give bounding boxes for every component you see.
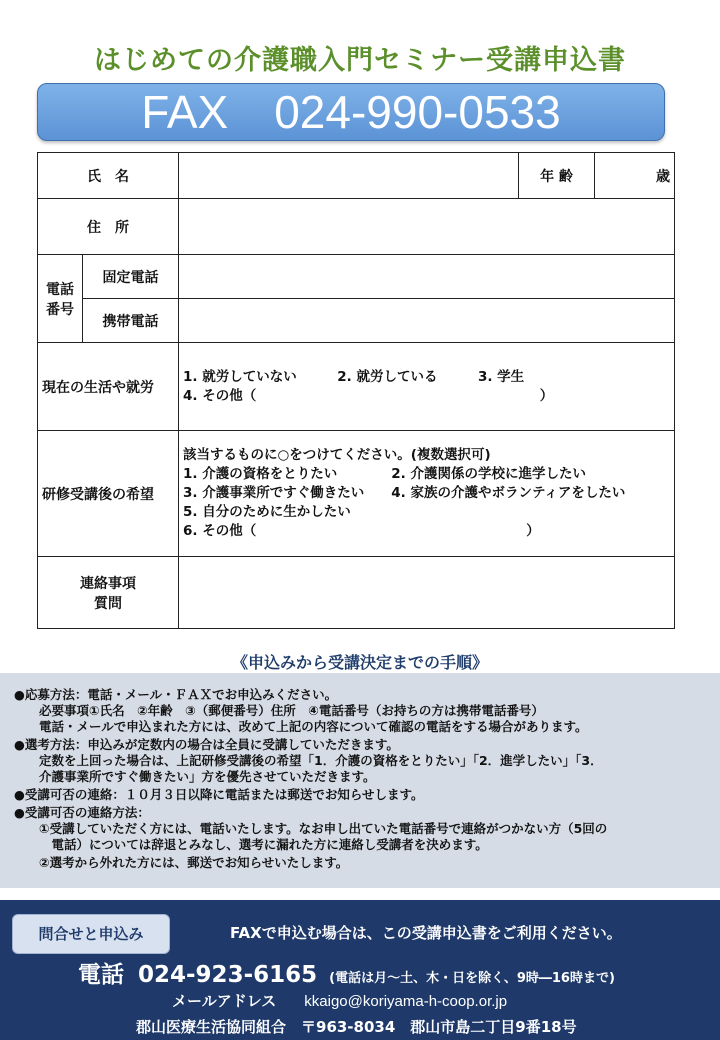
age-label: 年 齢 — [519, 153, 595, 199]
organization: 郡山医療生活協同組合 〒963-8034 郡山市島二丁目9番18号 — [136, 1018, 577, 1036]
procedure-line: 必要事項①氏名 ②年齢 ③（郵便番号）住所 ④電話番号（お持ちの方は携帯電話番号） — [14, 703, 544, 718]
fax-banner: FAX 024-990-0533 — [37, 83, 665, 141]
age-unit: 歳 — [656, 168, 670, 185]
procedure-line: ●選考方法：申込みが定数内の場合は全員に受講していただきます。 — [14, 737, 399, 752]
tel-label: 電話 — [78, 962, 124, 988]
procedure-line: ●応募方法：電話・メール・ＦＡＸでお申込みください。 — [14, 687, 338, 702]
tel-line — [78, 956, 615, 989]
status-label: 現在の生活や就労 — [38, 343, 179, 431]
row-hope — [38, 431, 675, 557]
mobile-label: 携帯電話 — [83, 299, 179, 343]
row-address — [38, 199, 675, 255]
row-name — [38, 153, 675, 199]
phone-group-label — [38, 255, 83, 343]
mail-line — [172, 990, 507, 1011]
status-option-line: 4. その他（ ） — [183, 387, 554, 404]
notes-label — [38, 557, 179, 629]
procedure-section — [0, 673, 720, 888]
row-landline — [38, 255, 675, 299]
procedure-line: ●受講可否の連絡：１０月３日以降に電話または郵送でお知らせします。 — [14, 787, 424, 802]
procedure-line: ●受講可否の連絡方法： — [14, 805, 150, 820]
landline-input[interactable] — [179, 255, 675, 299]
procedure-line: 介護事業所ですぐ働きたい」方を優先させていただきます。 — [14, 769, 376, 784]
procedure-line: ②選考から外れた方には、郵送でお知らせいたします。 — [14, 855, 349, 870]
fax-note: FAXで申込む場合は、この受講申込書をご利用ください。 — [230, 924, 622, 942]
procedure-line: ①受講していただく方には、電話いたします。なお申し出ていた電話番号で連絡がつかない方（5回の — [14, 821, 608, 836]
status-option-line: 1. 就労していない 2. 就労している 3. 学生 — [183, 368, 525, 385]
name-input[interactable] — [179, 153, 519, 199]
row-status — [38, 343, 675, 431]
mobile-input[interactable] — [179, 299, 675, 343]
hope-option-line: 3. 介護事業所ですぐ働きたい 4. 家族の介護やボランティアをしたい — [183, 485, 626, 501]
hope-option-line: 5. 自分のために生かしたい — [183, 504, 351, 520]
name-label: 氏 名 — [38, 153, 179, 199]
phone-group-label-2: 番号 — [46, 301, 74, 318]
tel-hours: (電話は月～土、木・日を除く、9時―16時まで) — [329, 971, 615, 986]
contact-button[interactable]: 問合せと申込み — [12, 914, 170, 954]
phone-group-label-1: 電話 — [46, 281, 74, 298]
page-title: はじめての介護職入門セミナー受講申込書 — [94, 45, 626, 76]
procedure-line: 電話）については辞退とみなし、選考に漏れた方に連絡し受講者を決めます。 — [14, 837, 488, 852]
notes-input[interactable] — [179, 557, 675, 629]
hope-option-line: 該当するものに○をつけてください。(複数選択可) — [183, 447, 491, 463]
notes-label-2: 質問 — [94, 595, 122, 612]
address-input[interactable] — [179, 199, 675, 255]
status-options[interactable] — [179, 343, 675, 431]
tel-number[interactable]: 024-923-6165 — [138, 962, 318, 988]
mail-address[interactable]: kkaigo@koriyama-h-coop.or.jp — [304, 993, 508, 1010]
procedure-line: 定数を上回った場合は、上記研修受講後の希望「1．介護の資格をとりたい」「2．進学したい」「3． — [14, 753, 603, 768]
hope-options[interactable] — [179, 431, 675, 557]
row-notes — [38, 557, 675, 629]
mail-label: メールアドレス — [172, 992, 277, 1010]
hope-option-line: 6. その他（ ） — [183, 523, 540, 539]
address-label: 住 所 — [38, 199, 179, 255]
procedure-title: 《申込みから受講決定までの手順》 — [231, 653, 488, 672]
application-form — [37, 152, 675, 629]
hope-label: 研修受講後の希望 — [38, 431, 179, 557]
row-mobile — [38, 299, 675, 343]
procedure-line: 電話・メールで申込まれた方には、改めて上記の内容について確認の電話をする場合があります。 — [14, 719, 588, 734]
age-input[interactable] — [595, 153, 675, 199]
hope-option-line: 1. 介護の資格をとりたい 2. 介護関係の学校に進学したい — [183, 466, 586, 482]
landline-label: 固定電話 — [83, 255, 179, 299]
notes-label-1: 連絡事項 — [80, 575, 136, 592]
footer — [0, 900, 720, 1040]
